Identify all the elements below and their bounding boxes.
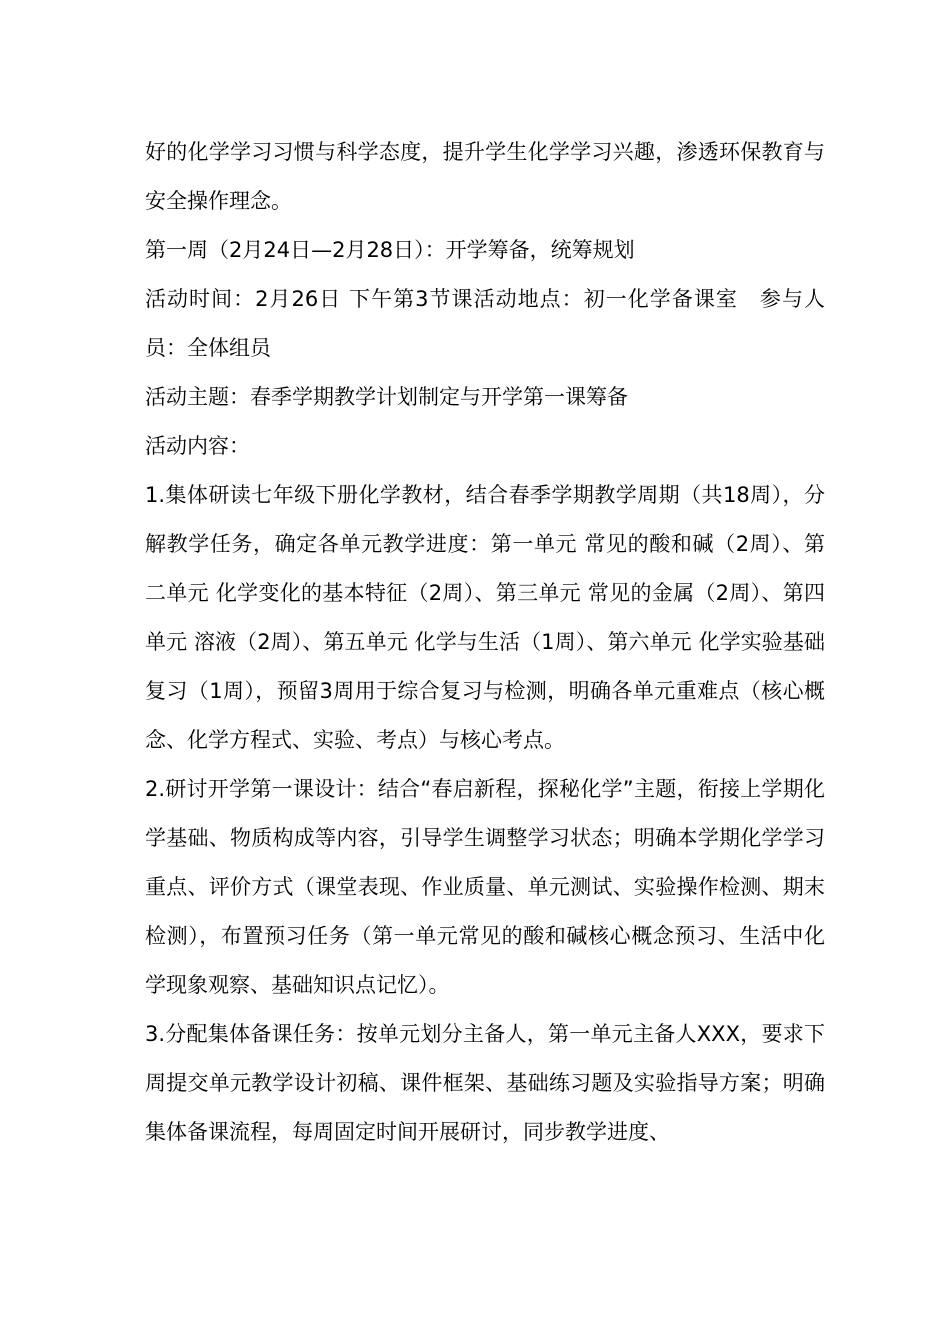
content-item-2: 2.研讨开学第一课设计：结合“春启新程，探秘化学”主题，衔接上学期化学基础、物质构成等内容，引导学生调整学习状态；明确本学期化学学习重点、评价方式（课堂表现、作业质量、单元测试、实验操作检测、期末检测），布置预习任务（第一单元常见的酸和碱核心概念预习、生活中化学现象观察、基础知识点记忆）。 (145, 777, 825, 997)
content-item-1: 1.集体研读七年级下册化学教材，结合春季学期教学周期（共18周），分解教学任务，确定各单元教学进度：第一单元 常见的酸和碱（2周）、第二单元 化学变化的基本特征（2周）、第三单元 常见的金属（2周）、第四单元 溶液（2周）、第五单元 化学与生活（1周）、第六单元 化学实验基础复习（1周），预留3周用于综合复习与检测，明确各单元重难点（核心概念、化学方程式、实验、考点）与核心考点。 (145, 483, 825, 752)
week-one-heading: 第一周（2月24日—2月28日）：开学筹备，统筹规划 (145, 238, 635, 262)
activity-time-location: 活动时间：2月26日 下午第3节课活动地点：初一化学备课室 参与人员：全体组员 (145, 287, 825, 360)
activity-content-label: 活动内容： (145, 434, 250, 458)
paragraph-intro-continuation: 好的化学学习习惯与科学态度，提升学生化学学习兴趣，渗透环保教育与安全操作理念。 (145, 140, 825, 213)
activity-theme: 活动主题：春季学期教学计划制定与开学第一课筹备 (145, 385, 628, 409)
document-body (145, 128, 825, 1157)
content-item-3: 3.分配集体备课任务：按单元划分主备人，第一单元主备人XXX，要求下周提交单元教学设计初稿、课件框架、基础练习题及实验指导方案；明确集体备课流程，每周固定时间开展研讨，同步教学进度、 (145, 1022, 825, 1144)
